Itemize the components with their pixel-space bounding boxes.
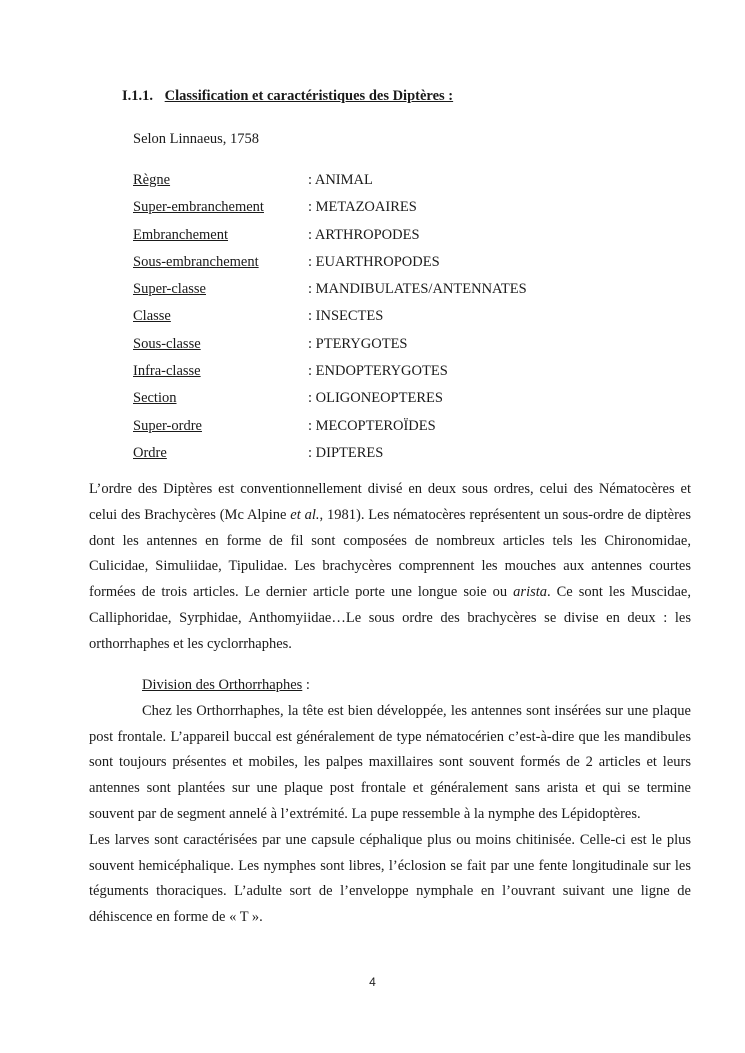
paragraph-orthorrhaphes: Chez les Orthorrhaphes, la tête est bien développée, les antennes sont insérées sur une plaque post frontale. L’appareil buccal est généralement de type nématocérien c’est-à-dire que les mandibules sont toujours présentes et mobiles, les palpes maxillaires sont souvent formés de 2 articles et leurs antennes sont plantées sur une plaque post frontale et généralement sans arista et qui se termine souvent par de segment annelé à l’extrémité. La pupe ressemble à la nymphe des Lépidoptères. — [89, 702, 691, 822]
taxonomy-value: : ARTHROPODES — [308, 226, 420, 243]
taxonomy-rank: Infra-classe — [133, 363, 201, 380]
taxonomy-rank: Sous-classe — [133, 335, 201, 352]
section-heading — [122, 88, 453, 105]
paragraph-segment: , 1981). Les nématocères représentent un sous-ordre de diptères dont les antennes en forme de fil sont composées de nombreux articles tels les Chironomidae, Culicidae, Simuliidae, Tipulidae. Les brachycères comprennent les mouches aux antennes courtes formées de trois articles. Le dernier article porte une longue soie ou — [89, 506, 691, 601]
taxonomy-row-super-embranchement — [133, 198, 693, 225]
taxonomy-value: : EUARTHROPODES — [308, 253, 440, 270]
taxonomy-row-regne — [133, 171, 693, 198]
taxonomy-rank: Super-ordre — [133, 417, 202, 434]
term-arista: arista — [513, 584, 548, 601]
section-number: I.1.1. — [122, 88, 154, 104]
taxonomy-value: : ANIMAL — [308, 172, 373, 188]
taxonomy-value: : MECOPTEROÏDES — [308, 417, 436, 434]
taxonomy-row-ordre — [133, 444, 693, 471]
subheading-colon: : — [302, 677, 310, 693]
taxonomy-rank: Sous-embranchement — [133, 253, 259, 270]
paragraph-text — [89, 477, 691, 658]
taxonomy-value: : METAZOAIRES — [308, 199, 417, 216]
paragraph-segment: . Ce sont les Muscidae, Calliphoridae, Syrphidae, Anthomyiidae…Le sous ordre des brachycères se divise en deux : les orthorrhaphes et les cyclorrhaphes. — [89, 584, 691, 652]
taxonomy-row-infra-classe — [133, 362, 693, 389]
taxonomy-row-sous-classe — [133, 335, 693, 362]
paragraph-dipteres-order — [89, 477, 691, 658]
section-orthorrhaphes — [89, 673, 691, 931]
taxonomy-list — [133, 171, 693, 471]
taxonomy-rank: Règne — [133, 172, 171, 188]
taxonomy-rank: Super-embranchement — [133, 199, 264, 216]
taxonomy-value: : ENDOPTERYGOTES — [308, 363, 448, 380]
taxonomy-rank: Super-classe — [133, 281, 206, 298]
section-title: Classification et caractéristiques des Diptères : — [164, 88, 454, 104]
classification-source: Selon Linnaeus, 1758 — [133, 131, 260, 147]
taxonomy-value: : INSECTES — [308, 308, 384, 325]
taxonomy-rank: Section — [133, 390, 177, 407]
paragraph-segment: L’ordre des Diptères est conventionnellement divisé en deux sous ordres, celui des Nématocères et celui des Brachycères (Mc Alpine — [89, 481, 691, 523]
taxonomy-row-super-classe — [133, 280, 693, 307]
paragraph-larves: Les larves sont caractérisées par une capsule céphalique plus ou moins chitinisée. Celle-ci est le plus souvent hemicéphalique. Les nymphes sont libres, l’éclosion se fait par une fente longitudinale sur les téguments thoraciques. L’adulte sort de l’enveloppe nymphale en l’ouvrant suivant une ligne de déhiscence en forme de « T ». — [89, 831, 691, 926]
taxonomy-row-classe — [133, 307, 693, 334]
taxonomy-rank: Ordre — [133, 444, 167, 461]
subheading-line — [89, 673, 691, 699]
page-number: 4 — [369, 975, 376, 989]
taxonomy-row-sous-embranchement — [133, 253, 693, 280]
taxonomy-row-embranchement — [133, 226, 693, 253]
citation-et-al: et al. — [290, 506, 320, 523]
taxonomy-value: : DIPTERES — [308, 444, 384, 461]
taxonomy-rank: Embranchement — [133, 226, 229, 243]
subheading-orthorrhaphes: Division des Orthorrhaphes — [142, 677, 303, 693]
taxonomy-value: : OLIGONEOPTERES — [308, 390, 443, 407]
taxonomy-row-super-ordre — [133, 417, 693, 444]
taxonomy-value: : MANDIBULATES/ANTENNATES — [308, 281, 527, 298]
taxonomy-value: : PTERYGOTES — [308, 335, 408, 352]
taxonomy-rank: Classe — [133, 308, 171, 325]
taxonomy-row-section — [133, 389, 693, 416]
